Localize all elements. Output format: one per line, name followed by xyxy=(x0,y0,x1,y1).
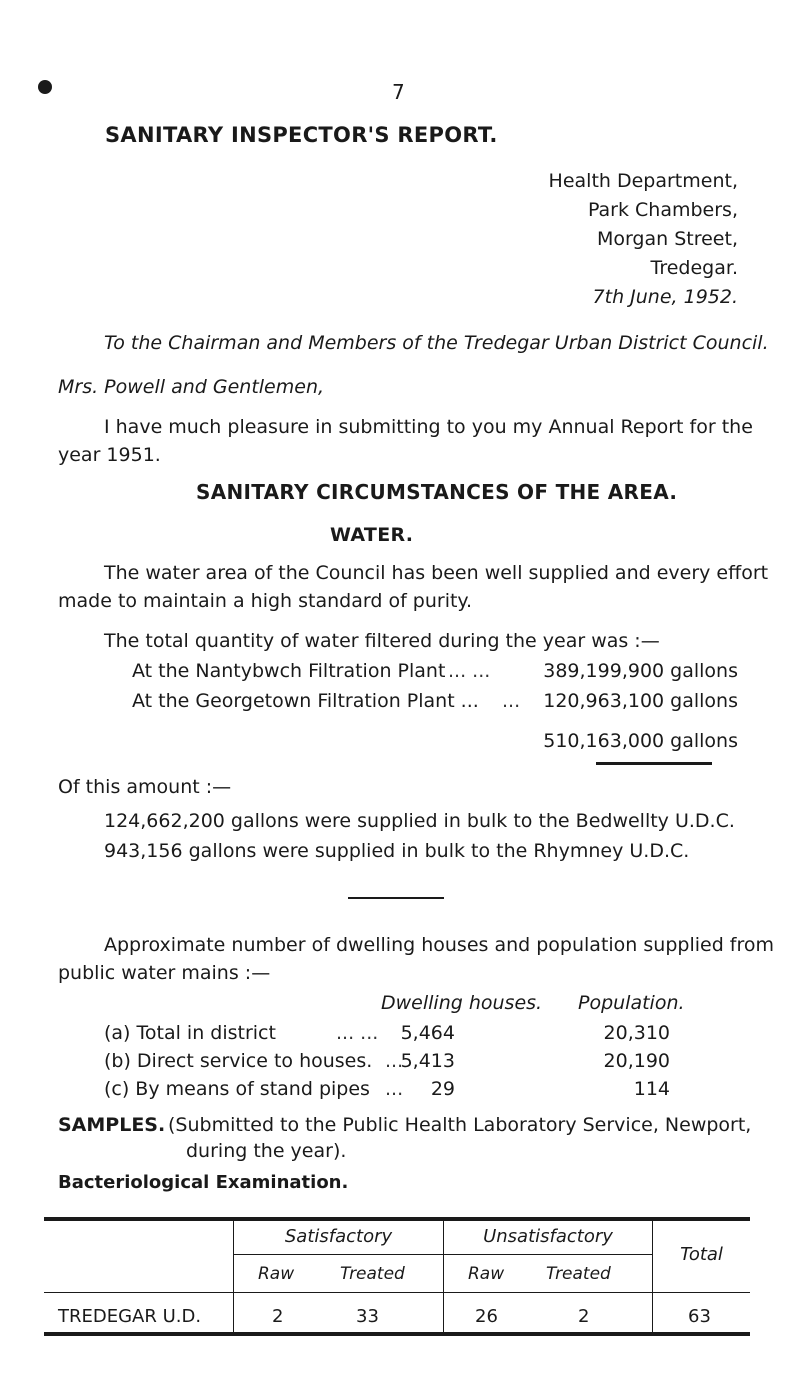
row-label-tredegar: TREDEGAR U.D. xyxy=(58,1306,202,1327)
houses-row-b-dots: ... xyxy=(385,1050,404,1072)
page-number: 7 xyxy=(392,80,405,104)
of-this-amount: Of this amount :— xyxy=(58,776,232,798)
table-header-rule xyxy=(44,1292,750,1293)
address-line-3: Morgan Street, xyxy=(596,228,738,250)
cell-sat-raw: 2 xyxy=(272,1306,284,1327)
cell-sat-treated: 33 xyxy=(356,1306,379,1327)
dwelling-header: Dwelling houses. xyxy=(381,992,543,1014)
page-bullet-mark xyxy=(38,80,52,94)
houses-row-b-label: (b) Direct service to houses. xyxy=(104,1050,373,1072)
houses-row-a-label: (a) Total in district xyxy=(104,1022,276,1044)
population-header: Population. xyxy=(578,992,685,1014)
header-unsat-raw: Raw xyxy=(468,1264,505,1284)
houses-row-c-dots: ... xyxy=(385,1078,404,1100)
table-bottom-rule xyxy=(44,1332,750,1336)
table-unsat-subrule xyxy=(444,1254,652,1255)
plant-dots-georgetown: ... xyxy=(502,690,521,712)
plant-dots-nantybwch: ... ... xyxy=(448,660,491,682)
total-underline xyxy=(596,762,712,765)
bulk-supply-rhymney: 943,156 gallons were supplied in bulk to the Rhymney U.D.C. xyxy=(104,840,690,862)
filtered-total: 510,163,000 gallons xyxy=(543,730,738,752)
cell-unsat-raw: 26 xyxy=(475,1306,498,1327)
houses-row-a-dots: ... ... xyxy=(336,1022,379,1044)
water-paragraph-line-1: The water area of the Council has been well supplied and every effort xyxy=(104,562,769,584)
greeting: Mrs. Powell and Gentlemen, xyxy=(58,376,325,398)
houses-intro-line-2: public water mains :— xyxy=(58,962,271,984)
address-line-2: Park Chambers, xyxy=(587,199,738,221)
houses-row-b-population: 20,190 xyxy=(603,1050,670,1072)
houses-intro-line-1: Approximate number of dwelling houses and population supplied from xyxy=(104,934,775,956)
houses-row-a-dwelling: 5,464 xyxy=(400,1022,455,1044)
houses-row-a-population: 20,310 xyxy=(603,1022,670,1044)
samples-label: SAMPLES. xyxy=(58,1114,166,1136)
table-top-rule xyxy=(44,1217,750,1221)
header-sat-raw: Raw xyxy=(258,1264,295,1284)
houses-row-b-dwelling: 5,413 xyxy=(400,1050,455,1072)
bulk-supply-bedwellty: 124,662,200 gallons were supplied in bulk to the Bedwellty U.D.C. xyxy=(104,810,735,832)
table-vline-3 xyxy=(652,1221,653,1333)
report-date: 7th June, 1952. xyxy=(592,286,738,308)
header-total: Total xyxy=(680,1244,723,1265)
plant-name-nantybwch: At the Nantybwch Filtration Plant xyxy=(132,660,446,682)
houses-row-c-label: (c) By means of stand pipes xyxy=(104,1078,370,1100)
bacteriological-title: Bacteriological Examination. xyxy=(58,1172,349,1193)
cell-total: 63 xyxy=(688,1306,711,1327)
subsection-title: WATER. xyxy=(330,524,414,546)
cell-unsat-treated: 2 xyxy=(578,1306,590,1327)
plant-name-georgetown: At the Georgetown Filtration Plant ... xyxy=(132,690,479,712)
samples-text-line-1: (Submitted to the Public Health Laboratory Service, Newport, xyxy=(168,1114,752,1136)
intro-line-1: I have much pleasure in submitting to you my Annual Report for the xyxy=(104,416,753,438)
section-title: SANITARY CIRCUMSTANCES OF THE AREA. xyxy=(196,480,678,504)
water-paragraph-line-2: made to maintain a high standard of purity. xyxy=(58,590,473,612)
header-sat-treated: Treated xyxy=(340,1264,405,1284)
plant-value-nantybwch: 389,199,900 gallons xyxy=(543,660,738,682)
samples-text-line-2: during the year). xyxy=(186,1140,347,1162)
header-unsatisfactory: Unsatisfactory xyxy=(483,1226,613,1247)
houses-row-c-population: 114 xyxy=(633,1078,670,1100)
houses-row-c-dwelling: 29 xyxy=(430,1078,455,1100)
section-divider xyxy=(348,897,444,899)
address-line-4: Tredegar. xyxy=(650,257,738,279)
addressee-line: To the Chairman and Members of the Tredegar Urban District Council. xyxy=(104,332,769,354)
plant-value-georgetown: 120,963,100 gallons xyxy=(543,690,738,712)
table-sat-subrule xyxy=(234,1254,443,1255)
header-unsat-treated: Treated xyxy=(546,1264,611,1284)
filtered-intro: The total quantity of water filtered during the year was :— xyxy=(104,630,660,652)
report-title: SANITARY INSPECTOR'S REPORT. xyxy=(105,123,498,147)
address-line-1: Health Department, xyxy=(548,170,738,192)
intro-line-2: year 1951. xyxy=(58,444,161,466)
header-satisfactory: Satisfactory xyxy=(284,1226,393,1247)
